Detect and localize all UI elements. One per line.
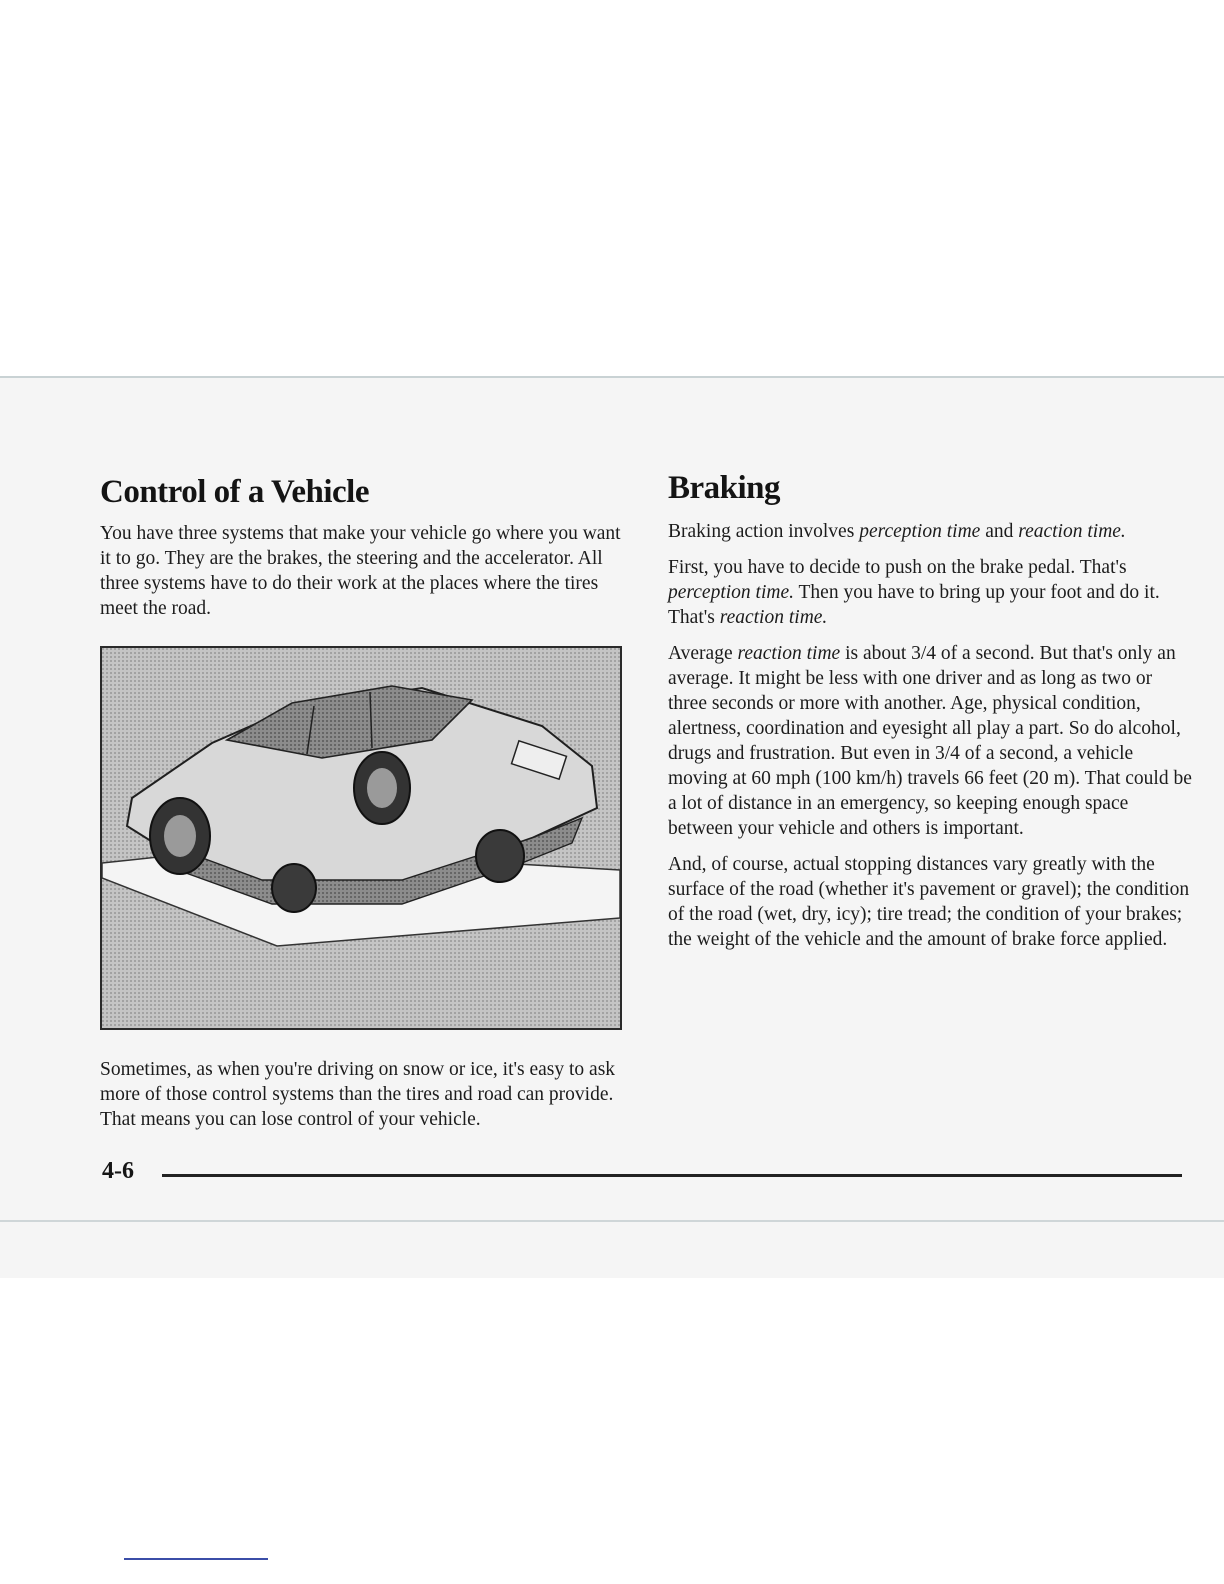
section-title-braking: Braking xyxy=(668,470,781,506)
control-intro-paragraph: You have three systems that make your vehicle go where you want it to go. They are the brakes, the steering and the accelerator. All three systems have to do their work at the places where the tires meet the road. xyxy=(100,523,621,619)
section-title-control: Control of a Vehicle xyxy=(100,474,369,510)
car-tilted-drawing xyxy=(102,648,620,1028)
stray-scan-line xyxy=(124,1558,268,1560)
braking-paragraph-4: And, of course, actual stopping distances vary greatly with the surface of the road (whether it's pavement or gravel); the condition of the road (wet, dry, icy); tire tread; the condition of your brakes; the weight of the vehicle and the amount of brake force applied. xyxy=(668,854,1190,950)
vehicle-illustration xyxy=(100,646,622,1030)
footer-rule xyxy=(162,1174,1182,1177)
wheel-rear-right xyxy=(476,830,524,882)
braking-paragraph-2: First, you have to decide to push on the brake pedal. That's perception time. Then you have to bring up your foot and do it. That's reaction time. xyxy=(668,557,1160,628)
wheel-front-right xyxy=(272,864,316,912)
page-number: 4-6 xyxy=(102,1158,134,1184)
scan-edge-line xyxy=(0,1220,1224,1222)
right-column xyxy=(668,470,1193,963)
left-closing-block xyxy=(100,1057,630,1143)
left-column xyxy=(100,470,630,632)
braking-paragraph-3: Average reaction time is about 3/4 of a second. But that's only an average. It might be less with one driver and as long as two or three seconds or more with another. Age, physical condition, alertness, coordination and eyesight all play a part. So do alcohol, drugs and frustration. But even in 3/4 of a second, a vehicle moving at 60 mph (100 km/h) travels 66 feet (20 m). That could be a lot of distance in an emergency, so keeping enough space between your vehicle and others is important. xyxy=(668,643,1192,839)
braking-paragraph-1: Braking action involves perception time and reaction time. xyxy=(668,521,1126,542)
control-closing-paragraph: Sometimes, as when you're driving on snow or ice, it's easy to ask more of those control systems than the tires and road can provide. That means you can lose control of your vehicle. xyxy=(100,1059,616,1130)
